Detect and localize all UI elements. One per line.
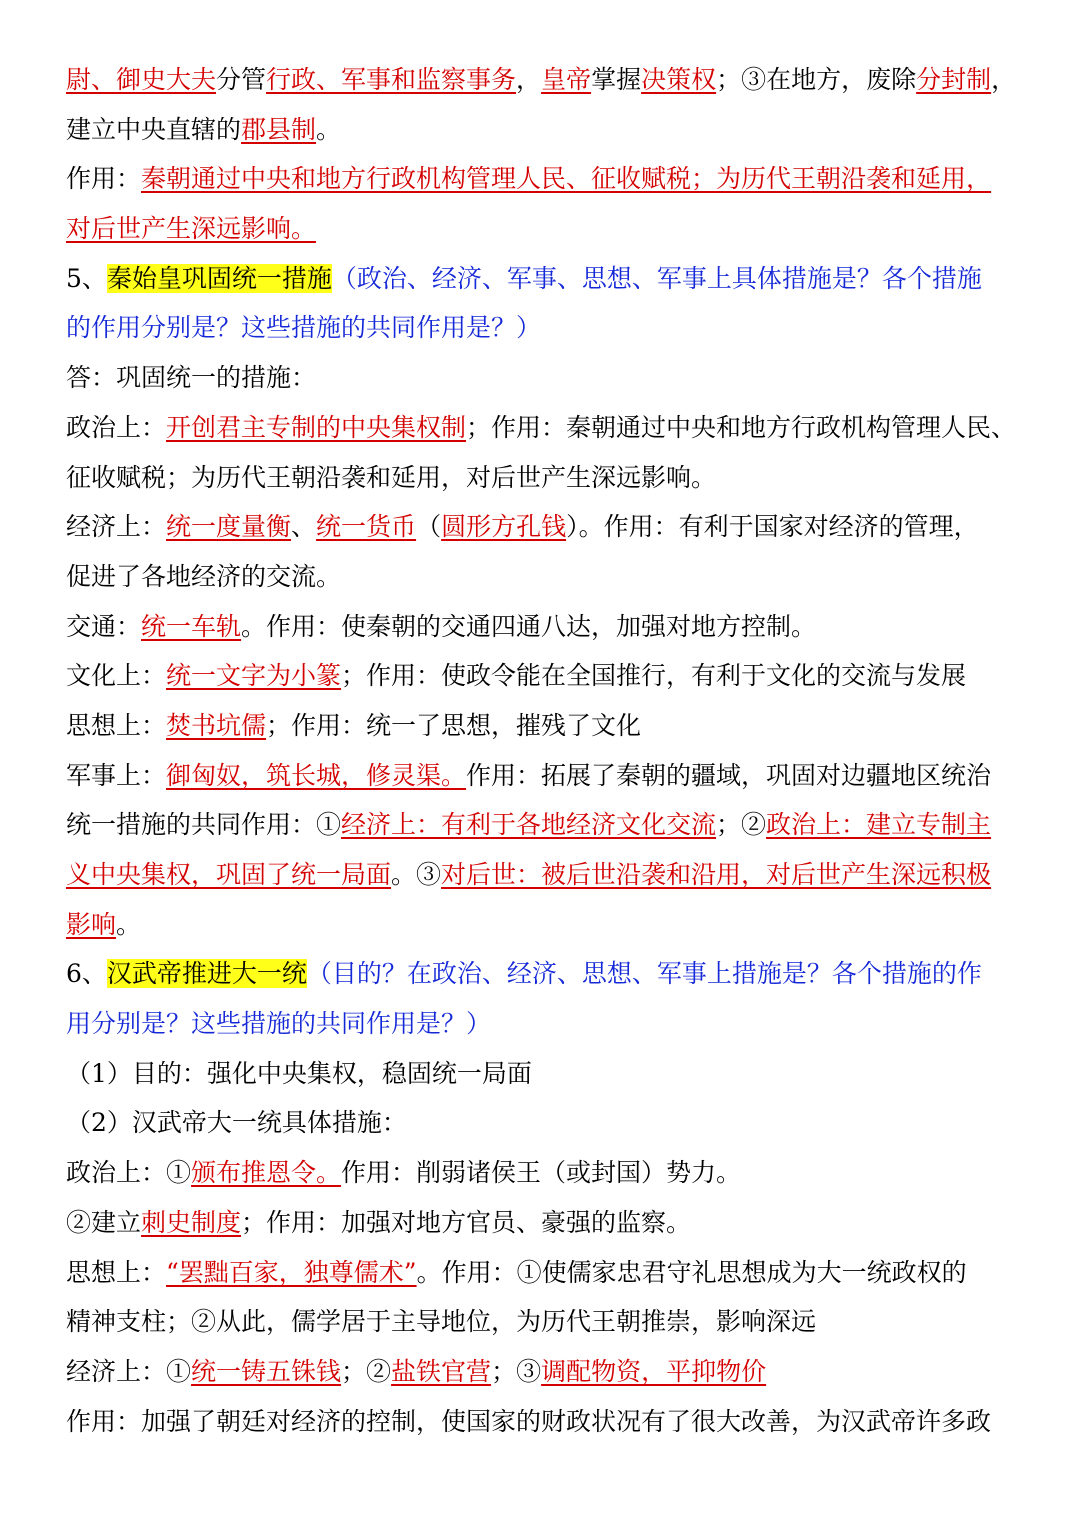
text-segment: 促进了各地经济的交流。 (66, 561, 342, 591)
text-segment: 思想上： (66, 1257, 167, 1287)
text-segment: 答：巩固统一的措施： (66, 363, 317, 393)
text-line (66, 254, 1050, 304)
key-point: 分封制 (916, 65, 992, 94)
highlighted-heading: 汉武帝推进大一统 (106, 959, 307, 989)
text-segment: ；② (716, 810, 767, 840)
key-point: 政治上：建立专制主 (766, 810, 992, 840)
text-line (66, 602, 1050, 652)
text-segment: ；③ (491, 1356, 542, 1386)
text-line (66, 1248, 1050, 1298)
text-line (66, 900, 1050, 950)
key-point: 颁布推恩令。 (191, 1158, 342, 1188)
text-segment: ②建立 (66, 1207, 142, 1237)
text-segment: 政治上：① (66, 1158, 192, 1188)
question-prompt: （目的？在政治、经济、思想、军事上措施是？各个措施的作 (306, 959, 982, 989)
text-line (66, 1297, 1050, 1347)
question-prompt: 用分别是？这些措施的共同作用是？） (66, 1009, 492, 1039)
key-point: 盐铁官营 (391, 1356, 492, 1386)
text-segment: 。作用：使秦朝的交通四通八达，加强对地方控制。 (241, 611, 817, 641)
text-segment: 5、 (66, 263, 107, 293)
text-segment: ；作用：加强对地方官员、豪强的监察。 (241, 1207, 692, 1237)
text-segment: 分管 (216, 65, 267, 94)
text-segment: 6、 (66, 959, 107, 989)
text-line (66, 1049, 1050, 1099)
text-segment: ）。作用：有利于国家对经济的管理， (566, 512, 979, 542)
text-line (66, 204, 1050, 254)
text-segment: 交通： (66, 611, 142, 641)
key-point: 御匈奴，筑长城，修灵渠。 (166, 760, 467, 790)
key-point: 统一货币 (316, 512, 417, 542)
key-point: 秦朝通过中央和地方行政机构管理人民、征收赋税；为历代王朝沿袭和延用， (141, 164, 992, 194)
text-line (66, 154, 1050, 204)
key-point: 影响 (66, 909, 117, 939)
text-line (66, 552, 1050, 602)
question-prompt: 的作用分别是？这些措施的共同作用是？） (66, 313, 542, 343)
key-point: 郡县制 (241, 114, 317, 144)
key-point: 刺史制度 (141, 1207, 242, 1237)
text-line (66, 949, 1050, 999)
text-segment: 。 (116, 909, 142, 939)
text-line (66, 1198, 1050, 1248)
text-segment: （2）汉武帝大一统具体措施： (66, 1108, 407, 1138)
text-line (66, 303, 1050, 353)
key-point: 圆形方孔钱 (441, 512, 567, 542)
text-segment: ；作用：使政令能在全国推行，有利于文化的交流与发展 (341, 661, 967, 691)
text-segment: 经济上：① (66, 1356, 192, 1386)
key-point: 调配物资，平抑物价 (541, 1356, 767, 1386)
text-line (66, 55, 1050, 105)
key-point: 统一铸五铢钱 (191, 1356, 342, 1386)
text-line (66, 105, 1050, 155)
key-point: 尉、御史大夫 (66, 65, 217, 94)
text-line (66, 651, 1050, 701)
text-line (66, 403, 1050, 453)
text-segment: 作用：拓展了秦朝的疆域，巩固对边疆地区统治 (466, 760, 992, 790)
text-segment: 。 (316, 114, 342, 144)
text-segment: ；作用：秦朝通过中央和地方行政机构管理人民、 (466, 412, 1017, 442)
text-segment: 精神支柱；②从此，儒学居于主导地位，为历代王朝推崇，影响深远 (66, 1307, 817, 1337)
text-line (66, 1397, 1050, 1447)
text-segment: 掌握 (591, 65, 642, 94)
key-point: 经济上：有利于各地经济文化交流 (341, 810, 717, 840)
text-segment: 征收赋税；为历代王朝沿袭和延用，对后世产生深远影响。 (66, 462, 717, 492)
text-segment: ， (991, 65, 1017, 94)
text-segment: 作用：削弱诸侯王（或封国）势力。 (341, 1158, 742, 1188)
text-line (66, 353, 1050, 403)
key-point: 决策权 (641, 65, 717, 94)
key-point: 焚书坑儒 (166, 710, 267, 740)
text-segment: 。③ (391, 860, 442, 889)
text-segment: 。作用：①使儒家忠君守礼思想成为大一统政权的 (416, 1257, 967, 1287)
key-point: 统一车轨 (141, 611, 242, 641)
text-line (66, 999, 1050, 1049)
text-line (66, 1148, 1050, 1198)
key-point: 皇帝 (541, 65, 592, 94)
key-point: 统一文字为小篆 (166, 661, 342, 691)
text-segment: 统一措施的共同作用：① (66, 810, 342, 840)
highlighted-heading: 秦始皇巩固统一措施 (106, 263, 332, 293)
text-segment: 作用：加强了朝廷对经济的控制，使国家的财政状况有了很大改善，为汉武帝许多政 (66, 1406, 992, 1436)
key-point: 统一度量衡 (166, 512, 292, 542)
text-segment: （1）目的：强化中央集权，稳固统一局面 (66, 1058, 532, 1088)
text-line (66, 701, 1050, 751)
text-segment: ；作用：统一了思想，摧残了文化 (266, 710, 642, 740)
key-point: 对后世产生深远影响。 (66, 214, 317, 244)
text-segment: 经济上： (66, 512, 167, 542)
key-point: 行政、军事和监察事务 (266, 65, 517, 94)
text-segment: 文化上： (66, 661, 167, 691)
text-segment: 、 (291, 512, 317, 542)
text-segment: （ (416, 512, 442, 542)
text-line (66, 1098, 1050, 1148)
text-segment: 军事上： (66, 760, 167, 790)
text-segment: ；② (341, 1356, 392, 1386)
text-segment: ， (516, 65, 542, 94)
text-line (66, 751, 1050, 801)
text-segment: ；③在地方，废除 (716, 65, 917, 94)
key-point: “罢黜百家，独尊儒术” (166, 1257, 417, 1287)
text-segment: 作用： (66, 164, 142, 194)
key-point: 义中央集权，巩固了统一局面 (66, 860, 392, 889)
text-line (66, 502, 1050, 552)
text-line (66, 800, 1050, 850)
text-segment: 建立中央直辖的 (66, 114, 242, 144)
question-prompt: （政治、经济、军事、思想、军事上具体措施是？各个措施 (331, 263, 982, 293)
text-segment: 政治上： (66, 412, 167, 442)
key-point: 对后世：被后世沿袭和沿用，对后世产生深远积极 (441, 860, 992, 889)
key-point: 开创君主专制的中央集权制 (166, 412, 467, 442)
text-line (66, 1347, 1050, 1397)
text-line (66, 453, 1050, 503)
text-line (66, 850, 1050, 900)
text-segment: 思想上： (66, 710, 167, 740)
